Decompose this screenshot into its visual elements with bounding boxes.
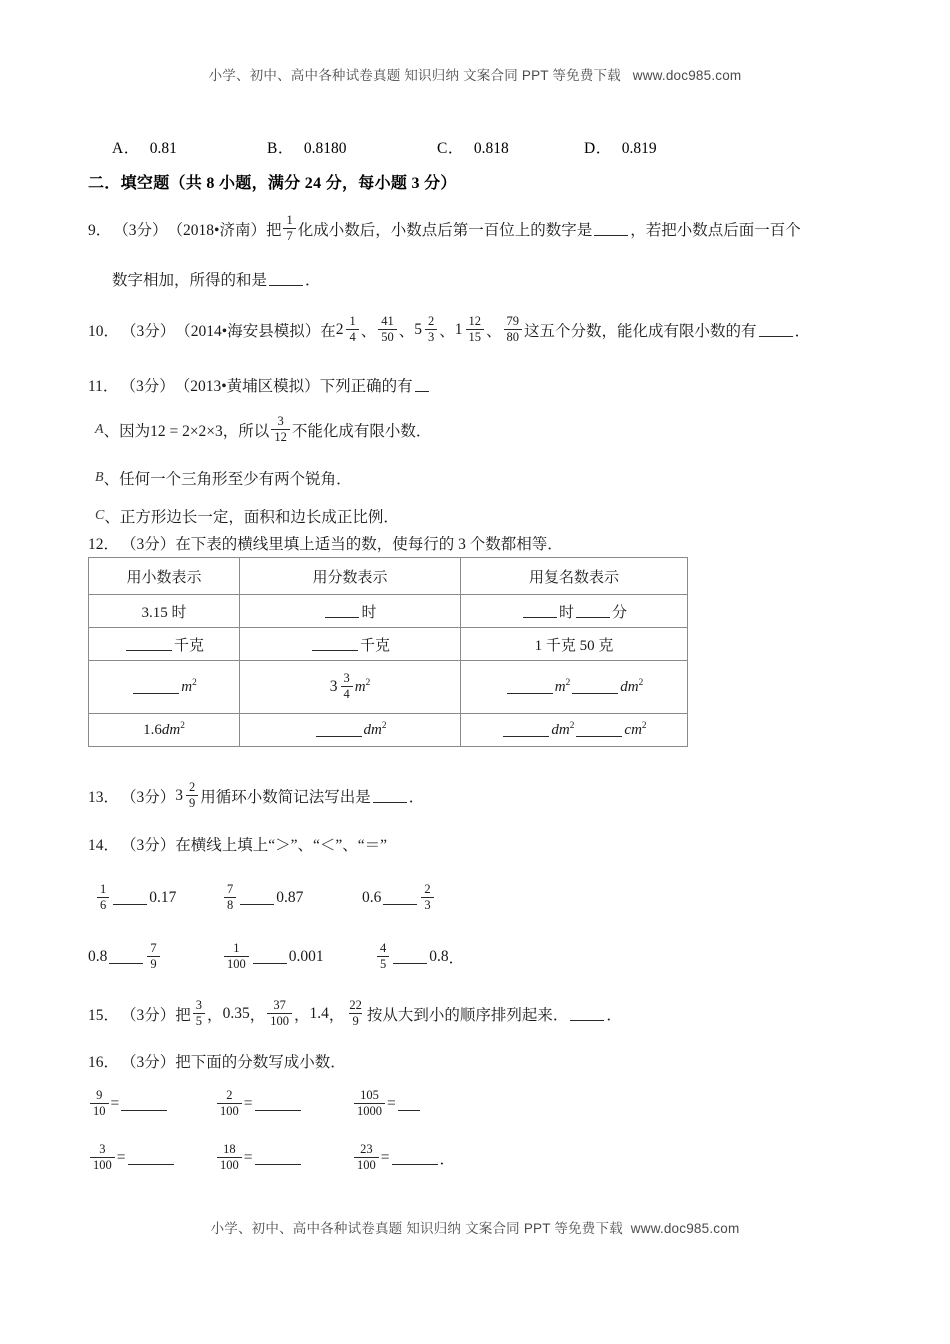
q10-fraction-4-frac xyxy=(466,315,485,343)
q10-sep-1: 、 xyxy=(360,323,377,340)
q16-i5-blank[interactable] xyxy=(255,1151,301,1166)
q16-i1-n: 9 xyxy=(96,1088,103,1102)
choice-option-d[interactable] xyxy=(584,136,657,158)
q15-item-2-value: 0.35 xyxy=(222,1005,250,1022)
q15-text-before: 把 xyxy=(175,1007,191,1024)
q16-item-2 xyxy=(215,1090,303,1118)
table-header-fraction xyxy=(240,558,461,595)
cell-r4c1-unit-text: dm xyxy=(161,722,181,738)
question-16 xyxy=(88,1050,346,1072)
question-14 xyxy=(88,833,387,855)
q14-c5-left-fraction xyxy=(224,942,249,970)
q14-c2-left-fraction xyxy=(224,883,236,911)
cell-r2c1-blank[interactable] xyxy=(126,637,172,651)
q14-comparison-4 xyxy=(88,943,162,971)
q10-f3-whole: 5 xyxy=(414,321,423,338)
cell-r3c3[interactable] xyxy=(461,661,688,714)
q11-option-c-text: 正方形边长一定，面积和边长成正比例． xyxy=(119,509,399,526)
q10-f1-n: 1 xyxy=(349,314,356,328)
cell-r4c2[interactable] xyxy=(240,714,461,747)
cell-r3c2-unit-text: m xyxy=(354,679,366,695)
cell-r4c2-unit-sup: 2 xyxy=(381,721,387,731)
q15-item-4-value: 1.4 xyxy=(309,1005,329,1022)
q13-number: 13． xyxy=(88,789,120,806)
q14-c2-left-d: 8 xyxy=(224,897,236,912)
cell-r3c2 xyxy=(240,661,461,714)
q14-c6-tail: ． xyxy=(448,950,465,967)
cell-r4c1-value: 1.6 xyxy=(143,721,162,738)
question-13 xyxy=(88,782,424,810)
q16-item-5 xyxy=(215,1144,303,1172)
q15-item-1-fraction xyxy=(193,999,205,1027)
q14-c3-left-value: 0.6 xyxy=(362,889,382,906)
cell-r3c3-unit2-text: dm xyxy=(620,679,639,695)
table-row-area-m2 xyxy=(89,661,688,714)
q9-number: 9． xyxy=(88,222,112,239)
q16-i4-blank[interactable] xyxy=(128,1151,174,1166)
q16-i3-fraction xyxy=(354,1089,385,1117)
q11-blank[interactable] xyxy=(415,378,429,393)
q10-text-before: 在 xyxy=(320,323,336,340)
q16-i6-tail: ． xyxy=(439,1151,456,1168)
q15-sep-2: ， xyxy=(249,1007,266,1024)
question-11 xyxy=(88,374,431,396)
q14-c3-blank[interactable] xyxy=(383,891,417,906)
q14-c4-left-value: 0.8 xyxy=(88,948,108,965)
cell-r1c3[interactable] xyxy=(461,595,688,628)
cell-r2c3-value: 1 千克 50 克 xyxy=(534,637,614,654)
q16-text: 把下面的分数写成小数． xyxy=(175,1054,346,1071)
choice-d-label: D． xyxy=(584,140,612,157)
q15-number: 15． xyxy=(88,1007,120,1024)
cell-r1c3-blank-2[interactable] xyxy=(576,604,610,618)
q10-fraction-5 xyxy=(504,315,523,343)
cell-r4c3-unit2-text: cm xyxy=(624,722,642,738)
q16-i4-d: 100 xyxy=(90,1157,115,1172)
q16-item-1 xyxy=(88,1090,169,1118)
q16-i3-equals: = xyxy=(387,1095,396,1112)
q10-f4-n: 12 xyxy=(468,314,482,328)
q11-number: 11． xyxy=(88,378,119,395)
q11-a-frac-n: 3 xyxy=(277,414,284,428)
cell-r3c2-unit-sup: 2 xyxy=(365,678,371,688)
q16-i3-blank[interactable] xyxy=(398,1097,420,1112)
cell-r1c2-blank[interactable] xyxy=(325,604,359,618)
cell-r4c3-unit-2 xyxy=(624,721,646,739)
choice-a-label: A． xyxy=(112,140,140,157)
q10-f2-d: 50 xyxy=(378,329,397,344)
q16-i6-blank[interactable] xyxy=(392,1151,438,1166)
q16-i3-n: 105 xyxy=(360,1088,379,1102)
q16-i2-equals: = xyxy=(243,1095,253,1112)
cell-r1c2-unit: 时 xyxy=(361,604,377,621)
watermark-header: 小学、初中、高中各种试卷真题 知识归纳 文案合同 PPT 等免费下载 www.doc985.com xyxy=(208,68,742,83)
q11-text: 下列正确的有 xyxy=(319,378,413,395)
question-11-option-a xyxy=(95,416,431,444)
q16-i6-n: 23 xyxy=(360,1142,373,1156)
q13-n: 2 xyxy=(189,780,196,794)
q10-f1-d: 4 xyxy=(346,329,358,344)
q16-i2-blank[interactable] xyxy=(255,1097,301,1112)
cell-r2c2-unit: 千克 xyxy=(359,637,390,654)
q11-option-a-text-after: 不能化成有限小数． xyxy=(291,423,432,440)
cell-r4c2-blank[interactable] xyxy=(316,723,362,737)
q16-number: 16． xyxy=(88,1054,120,1071)
q14-c1-left-n: 1 xyxy=(100,882,107,896)
cell-r3c2-n: 3 xyxy=(343,671,350,685)
q10-fraction-3-frac xyxy=(425,315,437,343)
choice-option-a[interactable] xyxy=(112,136,177,158)
q11-option-a-text-before: 因为12 = 2×2×3，所以 xyxy=(119,423,270,440)
q10-f3-n: 2 xyxy=(428,314,435,328)
q16-item-6 xyxy=(352,1144,455,1172)
q14-c1-right-value: 0.17 xyxy=(149,889,177,906)
q10-sep-4: 、 xyxy=(486,323,502,340)
q16-i5-d: 100 xyxy=(217,1157,242,1172)
question-11-option-b xyxy=(95,467,352,489)
q14-comparison-1 xyxy=(95,884,176,912)
q16-i5-n: 18 xyxy=(223,1142,236,1156)
q13-whole: 3 xyxy=(175,787,184,804)
q14-c3-right-n: 2 xyxy=(424,882,431,896)
conversion-table xyxy=(88,557,688,747)
cell-r2c2[interactable] xyxy=(240,628,461,661)
q10-blank[interactable] xyxy=(759,323,793,338)
header-compound-label: 用复名数表示 xyxy=(528,569,619,586)
cell-r3c3-unit1-text: m xyxy=(554,679,566,695)
q16-i6-fraction xyxy=(354,1143,379,1171)
cell-r1c3-unit-1: 时 xyxy=(558,604,574,621)
q15-text-end: ． xyxy=(606,1007,622,1024)
q14-c1-blank[interactable] xyxy=(113,891,147,906)
q11-option-c-sep: 、 xyxy=(104,509,120,526)
q10-f2-n: 41 xyxy=(381,314,394,328)
cell-r2c1[interactable] xyxy=(89,628,240,661)
q14-c3-right-d: 3 xyxy=(421,897,433,912)
cell-r4c3[interactable] xyxy=(461,714,688,747)
q10-fraction-1-frac xyxy=(346,315,358,343)
q15-i1-n: 3 xyxy=(195,998,203,1012)
q14-c6-left-d: 5 xyxy=(377,956,389,971)
q16-item-3 xyxy=(352,1090,422,1118)
q10-fraction-1 xyxy=(336,316,361,344)
question-9-line2 xyxy=(112,268,321,290)
q16-i6-equals: = xyxy=(380,1149,390,1166)
q16-i1-fraction xyxy=(90,1089,109,1117)
q15-sep-1: ， xyxy=(207,1007,223,1024)
watermark-footer: 小学、初中、高中各种试卷真题 知识归纳 文案合同 PPT 等免费下载 www.doc985.com xyxy=(210,1221,740,1236)
q14-c6-right-value: 0.8 xyxy=(429,948,449,965)
header-decimal-label: 用小数表示 xyxy=(126,569,202,586)
q11-option-a-mark: A xyxy=(95,422,104,437)
choice-b-value: 0.8180 xyxy=(303,140,347,157)
q16-i2-n: 2 xyxy=(226,1088,233,1102)
q10-source: （2014•海安县模拟） xyxy=(175,323,321,340)
q10-fraction-2 xyxy=(378,315,397,343)
q16-i4-n: 3 xyxy=(99,1142,106,1156)
table-header-row xyxy=(89,558,688,595)
table-row-time xyxy=(89,595,688,628)
choice-c-label: C． xyxy=(437,140,464,157)
q9-blank-1[interactable] xyxy=(594,222,628,237)
q14-comparison-6 xyxy=(375,943,464,971)
q16-i5-fraction xyxy=(217,1143,242,1171)
q16-i1-d: 10 xyxy=(90,1103,109,1118)
table-row-area-dm2 xyxy=(89,714,688,747)
q16-i5-equals: = xyxy=(243,1149,253,1166)
q13-mixed-number xyxy=(175,782,200,810)
table-row-mass xyxy=(89,628,688,661)
table-header-decimal xyxy=(89,558,240,595)
cell-r3c1-unit-text: m xyxy=(181,679,193,695)
q10-text-after: 这五个分数，能化成有限小数的有 xyxy=(524,323,757,340)
q10-score: （3分） xyxy=(121,323,176,340)
cell-r4c3-unit1-text: dm xyxy=(551,722,570,738)
cell-r1c1 xyxy=(89,595,240,628)
question-9-line1 xyxy=(88,215,801,243)
q15-text-after: 按从大到小的顺序排列起来． xyxy=(366,1007,569,1024)
q14-c1-left-fraction xyxy=(97,883,109,911)
q11-source: （2013•黄埔区模拟） xyxy=(174,378,320,395)
q10-f4-whole: 1 xyxy=(454,321,463,338)
q10-fraction-1-whole: 2 xyxy=(335,321,344,338)
q13-text-end: ． xyxy=(408,789,425,806)
q11-option-c-mark: C xyxy=(95,508,105,523)
cell-r4c2-unit xyxy=(364,721,387,739)
cell-r2c1-unit: 千克 xyxy=(173,637,204,654)
q14-c4-right-n: 7 xyxy=(150,941,157,955)
choice-a-value: 0.81 xyxy=(149,140,177,157)
cell-r3c1[interactable] xyxy=(89,661,240,714)
cell-r3c1-unit-sup: 2 xyxy=(192,678,197,688)
cell-r3c3-unit-2 xyxy=(620,678,643,696)
q13-blank[interactable] xyxy=(373,789,407,804)
cell-r3c2-whole: 3 xyxy=(329,678,338,695)
cell-r4c3-unit2-sup: 2 xyxy=(641,721,647,731)
q9-fraction xyxy=(283,214,295,242)
q14-c2-blank[interactable] xyxy=(240,891,274,906)
q11-option-a-fraction xyxy=(271,415,290,443)
choice-option-b[interactable] xyxy=(267,136,346,158)
q12-number: 12． xyxy=(88,536,120,553)
cell-r3c1-blank[interactable] xyxy=(133,680,179,694)
q15-sep-4: ， xyxy=(328,1007,345,1024)
q9-blank-2[interactable] xyxy=(269,272,303,287)
q9-fraction-denominator: 7 xyxy=(283,228,295,243)
q16-i4-fraction xyxy=(90,1143,115,1171)
cell-r3c3-unit-1 xyxy=(555,678,571,696)
q10-fraction-4 xyxy=(455,316,486,344)
q16-score: （3分） xyxy=(121,1054,176,1071)
cell-r3c2-fraction xyxy=(341,672,353,700)
q13-text-after: 用循环小数简记法写出是 xyxy=(200,789,371,806)
cell-r3c1-unit xyxy=(181,678,197,696)
q16-i1-blank[interactable] xyxy=(121,1097,167,1112)
q11-a-frac-d: 12 xyxy=(271,429,290,444)
q14-c6-blank[interactable] xyxy=(393,950,427,965)
q16-item-4 xyxy=(88,1144,176,1172)
q14-c5-blank[interactable] xyxy=(253,950,287,965)
q14-text: 在横线上填上“＞”、“＜”、“＝” xyxy=(175,837,388,854)
q15-i3-d: 100 xyxy=(267,1013,292,1028)
choice-c-value: 0.818 xyxy=(473,140,509,157)
cell-r4c2-unit-text: dm xyxy=(363,722,382,738)
q10-text-end: ． xyxy=(794,323,811,340)
q11-score: （3分） xyxy=(120,378,175,395)
q11-option-b-sep: 、 xyxy=(103,471,120,488)
cell-r1c1-value: 3.15 时 xyxy=(141,604,187,621)
q15-i5-n: 22 xyxy=(349,998,362,1012)
cell-r4c3-blank-1[interactable] xyxy=(503,723,549,737)
q13-d: 9 xyxy=(186,795,198,810)
cell-r1c2[interactable] xyxy=(240,595,461,628)
q14-comparison-5 xyxy=(222,943,324,971)
cell-r4c3-unit-1 xyxy=(551,721,574,739)
q11-option-b-text: 任何一个三角形至少有两个锐角． xyxy=(119,471,352,488)
question-12 xyxy=(88,532,563,554)
question-10 xyxy=(88,316,810,344)
choice-d-value: 0.819 xyxy=(621,140,657,157)
q16-i4-equals: = xyxy=(116,1149,126,1166)
q14-c4-right-d: 9 xyxy=(147,956,159,971)
cell-r1c3-unit-2: 分 xyxy=(612,604,628,621)
q9-fraction-numerator: 1 xyxy=(286,213,293,227)
q12-score: （3分） xyxy=(121,536,176,553)
cell-r4c1 xyxy=(89,714,240,747)
q14-c6-left-fraction xyxy=(377,942,389,970)
q15-i5-d: 9 xyxy=(349,1013,361,1028)
q14-c4-blank[interactable] xyxy=(109,950,143,965)
q13-score: （3分） xyxy=(121,789,176,806)
header-fraction-label: 用分数表示 xyxy=(312,569,388,586)
cell-r4c3-unit1-sup: 2 xyxy=(569,721,575,731)
section-heading: 二．填空题（共 8 小题，满分 24 分，每小题 3 分） xyxy=(88,175,457,192)
q14-number: 14． xyxy=(88,837,120,854)
q14-c5-left-d: 100 xyxy=(224,956,249,971)
q14-c2-left-n: 7 xyxy=(227,882,234,896)
q10-fraction-3 xyxy=(414,316,439,344)
q9-text-mid: 化成小数后，小数点后第一百位上的数字是 xyxy=(297,222,593,239)
q9-text-after: ，若把小数点后面一百个 xyxy=(630,222,801,239)
q10-sep-3: 、 xyxy=(439,323,455,340)
q10-number: 10． xyxy=(88,323,120,340)
q15-i1-d: 5 xyxy=(193,1013,205,1028)
cell-r1c3-blank-1[interactable] xyxy=(523,604,557,618)
q9-score: （3分） xyxy=(113,222,168,239)
q15-sep-3: ， xyxy=(293,1007,310,1024)
q14-c5-left-n: 1 xyxy=(233,941,240,955)
q14-c4-right-fraction xyxy=(147,942,159,970)
cell-r3c3-blank-2[interactable] xyxy=(572,680,618,694)
q10-f3-d: 3 xyxy=(425,329,437,344)
q9-line2-before: 数字相加，所得的和是 xyxy=(112,272,268,289)
q11-option-a-sep: 、 xyxy=(103,423,120,440)
cell-r3c3-unit1-sup: 2 xyxy=(565,678,571,688)
q14-c2-right-value: 0.87 xyxy=(276,889,304,906)
cell-r3c2-unit xyxy=(355,678,371,696)
q14-c6-left-n: 4 xyxy=(380,941,387,955)
cell-r3c3-blank-1[interactable] xyxy=(507,680,553,694)
q14-comparison-2 xyxy=(222,884,303,912)
table-header-compound xyxy=(461,558,688,595)
q14-score: （3分） xyxy=(121,837,176,854)
q16-i2-d: 100 xyxy=(217,1103,242,1118)
choice-option-c[interactable] xyxy=(437,136,509,158)
q16-i2-fraction xyxy=(217,1089,242,1117)
q10-f4-d: 15 xyxy=(466,329,485,344)
cell-r4c1-unit-sup: 2 xyxy=(180,721,185,731)
q16-i6-d: 100 xyxy=(354,1157,379,1172)
q14-c1-left-d: 6 xyxy=(97,897,109,912)
q9-source: （2018•济南） xyxy=(167,222,266,239)
q14-c5-right-value: 0.001 xyxy=(288,948,324,965)
q12-text: 在下表的横线里填上适当的数，使每行的 3 个数都相等． xyxy=(175,536,563,553)
q16-i1-equals: = xyxy=(110,1095,120,1112)
q10-f5-d: 80 xyxy=(504,329,523,344)
q16-i3-d: 1000 xyxy=(354,1103,385,1118)
q15-item-5-fraction xyxy=(346,999,365,1027)
choice-b-label: B． xyxy=(267,140,294,157)
q15-item-3-fraction xyxy=(267,999,292,1027)
cell-r3c3-unit2-sup: 2 xyxy=(638,678,644,688)
q15-i3-n: 37 xyxy=(273,998,286,1012)
q14-comparison-3 xyxy=(362,884,436,912)
q15-score: （3分） xyxy=(121,1007,176,1024)
cell-r2c3 xyxy=(461,628,688,661)
cell-r3c2-mixed xyxy=(330,673,355,701)
cell-r2c2-blank[interactable] xyxy=(312,637,358,651)
cell-r3c2-d: 4 xyxy=(341,686,353,701)
q9-text-before: 把 xyxy=(265,222,282,239)
question-11-option-c xyxy=(95,505,399,527)
q15-blank[interactable] xyxy=(570,1007,604,1022)
q10-f5-n: 79 xyxy=(506,314,520,328)
q14-c3-right-fraction xyxy=(421,883,433,911)
q11-option-b-mark: B xyxy=(95,470,104,485)
cell-r4c1-unit xyxy=(162,721,185,739)
question-15 xyxy=(88,1000,622,1028)
cell-r4c3-blank-2[interactable] xyxy=(576,723,622,737)
q10-sep-2: 、 xyxy=(398,323,415,340)
q13-fraction xyxy=(186,781,198,809)
q9-line2-after: ． xyxy=(305,272,321,289)
